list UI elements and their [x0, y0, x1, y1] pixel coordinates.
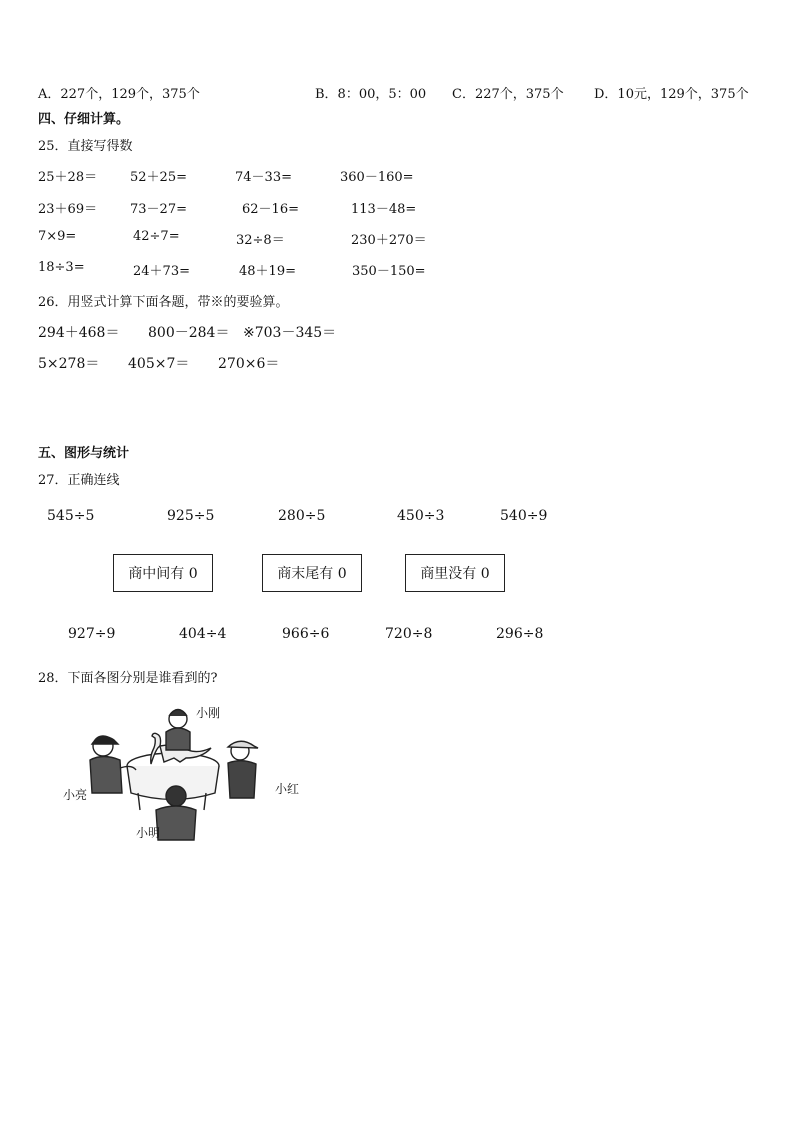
- q25-item: 74－33=: [235, 170, 292, 185]
- q26-item: ※703－345＝: [243, 325, 337, 341]
- q25-title: 25．直接写得数: [38, 139, 133, 154]
- label-xiaohong: 小红: [275, 782, 300, 796]
- q25-item: 18÷3=: [38, 260, 85, 275]
- q26-item: 800－284＝: [148, 325, 230, 341]
- q25-item: 23＋69＝: [38, 202, 98, 217]
- option-b: B．8：00，5：00: [315, 87, 427, 102]
- q27-top-item: 925÷5: [167, 508, 215, 524]
- q26-item: 270×6＝: [218, 356, 280, 372]
- q27-top-item: 280÷5: [278, 508, 326, 524]
- q26-title: 26．用竖式计算下面各题，带※的要验算。: [38, 295, 289, 310]
- q27-bottom-item: 404÷4: [179, 626, 227, 642]
- q28-title: 28．下面各图分别是谁看到的?: [38, 671, 218, 686]
- q27-title: 27．正确连线: [38, 473, 120, 488]
- q25-item: 350－150=: [352, 264, 426, 279]
- q25-item: 25＋28＝: [38, 170, 98, 185]
- q25-item: 24＋73=: [133, 264, 190, 279]
- q25-item: 62－16=: [242, 202, 299, 217]
- category-box-end-zero: 商末尾有 0: [262, 554, 362, 592]
- q25-item: 73－27=: [130, 202, 187, 217]
- q27-top-item: 545÷5: [47, 508, 95, 524]
- table-scene-illustration: [56, 698, 306, 848]
- option-c: C．227个，375个: [452, 87, 564, 102]
- q26-item: 294＋468＝: [38, 325, 120, 341]
- option-d: D．10元，129个，375个: [594, 87, 749, 102]
- q27-top-item: 540÷9: [500, 508, 548, 524]
- section5-title: 五、图形与统计: [38, 446, 130, 461]
- q25-item: 7×9=: [38, 229, 77, 244]
- q25-item: 48＋19=: [239, 264, 296, 279]
- option-a: A．227个，129个，375个: [38, 87, 200, 102]
- q27-bottom-item: 927÷9: [68, 626, 116, 642]
- q25-item: 113－48=: [351, 202, 417, 217]
- category-box-no-zero: 商里没有 0: [405, 554, 505, 592]
- q27-bottom-item: 966÷6: [282, 626, 330, 642]
- q25-item: 32÷8＝: [236, 233, 285, 248]
- q25-item: 360－160=: [340, 170, 414, 185]
- category-box-middle-zero: 商中间有 0: [113, 554, 213, 592]
- q25-item: 230＋270＝: [351, 233, 427, 248]
- q27-bottom-item: 720÷8: [385, 626, 433, 642]
- q26-item: 5×278＝: [38, 356, 100, 372]
- q27-top-item: 450÷3: [397, 508, 445, 524]
- label-xiaogang: 小刚: [196, 706, 221, 720]
- q26-item: 405×7＝: [128, 356, 190, 372]
- q25-item: 52＋25=: [130, 170, 187, 185]
- label-xiaoming: 小明: [136, 826, 161, 840]
- q25-item: 42÷7=: [133, 229, 180, 244]
- section4-title: 四、仔细计算。: [38, 112, 130, 127]
- q27-bottom-item: 296÷8: [496, 626, 544, 642]
- label-xiaoliang: 小亮: [63, 788, 88, 802]
- table-scene-drawing: [56, 698, 306, 848]
